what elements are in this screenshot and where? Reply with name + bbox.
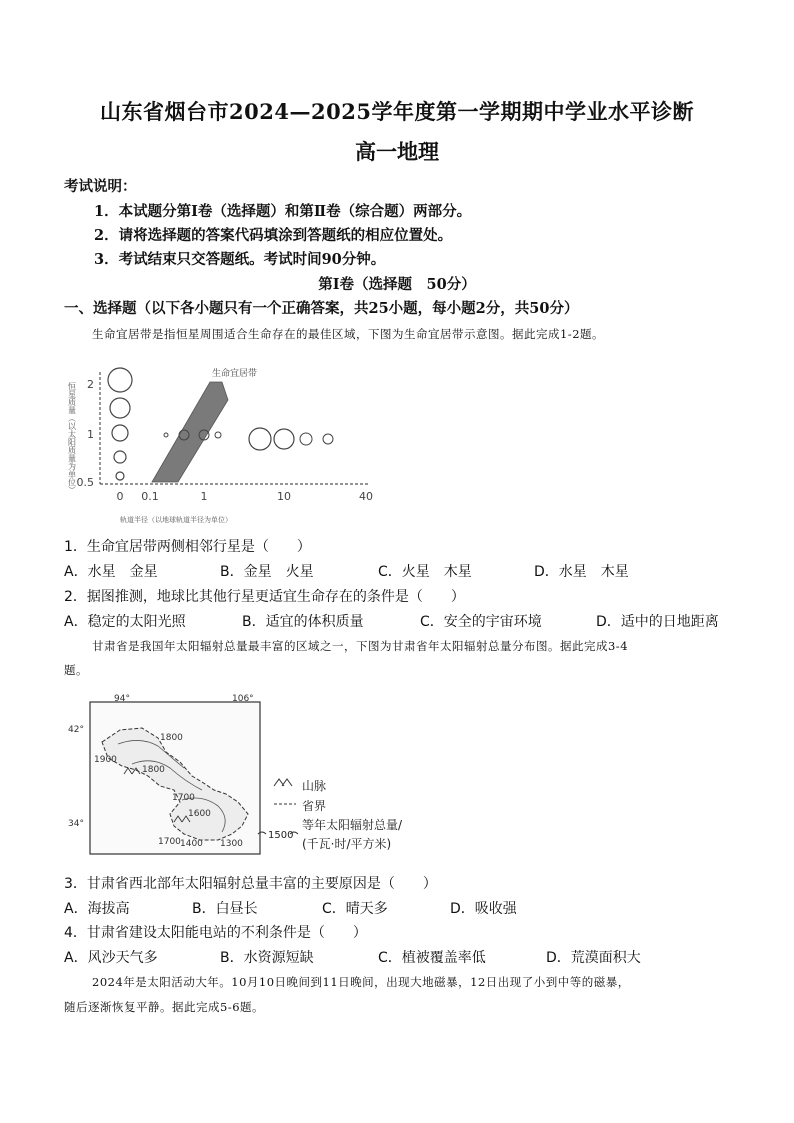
instructions-heading: 考试说明： (64, 178, 137, 195)
question-1-option-d[interactable]: D．水星 木星 (534, 564, 629, 580)
planet-circle (300, 433, 312, 445)
legend-border-label: 省界 (302, 799, 327, 813)
legend-mountain-symbol (274, 779, 292, 786)
question-4-stem: 4．甘肃省建设太阳能电站的不利条件是（ ） (64, 925, 367, 941)
habitable-zone-diagram (60, 352, 380, 532)
legend-isoline-label-line2: (千瓦·时/平方米) (302, 837, 392, 851)
y-tick-label: 2 (87, 378, 94, 391)
longitude-label-right: 106° (232, 694, 254, 704)
question-2-stem: 2．据图推测，地球比其他行星更适宜生命存在的条件是（ ） (64, 589, 465, 605)
star-circle (116, 472, 124, 480)
group1-intro: 生命宜居带是指恒星周围适合生命存在的最佳区域，下图为生命宜居带示意图。据此完成1-2题。 (92, 327, 605, 341)
y-tick-label: 0.5 (76, 476, 94, 489)
latitude-label-bottom: 34° (68, 819, 84, 829)
star-circle (108, 368, 132, 392)
question-1-option-b[interactable]: B．金星 火星 (220, 564, 314, 580)
planet-circle (249, 428, 271, 450)
isoline-value: 1800 (142, 765, 165, 775)
gansu-radiation-map (62, 690, 432, 866)
habitable-zone-label: 生命宜居带 (212, 369, 258, 379)
instruction-item-2: 2．请将选择题的答案代码填涂到答题纸的相应位置处。 (94, 227, 453, 244)
isoline-value: 1700 (172, 793, 195, 803)
star-circle (110, 398, 130, 418)
legend-mountain-label: 山脉 (302, 779, 327, 793)
question-3-stem: 3．甘肃省西北部年太阳辐射总量丰富的主要原因是（ ） (64, 876, 437, 892)
isoline-value: 1400 (180, 839, 203, 849)
question-1-option-c[interactable]: C．火星 木星 (378, 564, 472, 580)
y-axis-label: 恒星质量（以太阳质量为单位） (67, 382, 77, 494)
x-tick-label: 10 (277, 490, 291, 503)
question-1-option-a[interactable]: A．水星 金星 (64, 564, 158, 580)
instruction-item-3: 3．考试结束只交答题纸。考试时间90分钟。 (94, 251, 386, 268)
group3-intro-line1: 2024年是太阳活动大年。10月10日晚间到11日晚间，出现大地磁暴，12日出现了小到中等的磁暴， (92, 975, 630, 989)
question-3-option-b[interactable]: B．白昼长 (192, 901, 258, 917)
isoline-value: 1800 (160, 733, 183, 743)
question-2-option-c[interactable]: C．安全的宇宙环境 (420, 614, 542, 630)
exam-subject: 高一地理 (355, 139, 439, 164)
star-circle (114, 451, 126, 463)
isoline-value: 1900 (94, 755, 117, 765)
question-2-option-d[interactable]: D．适中的日地距离 (596, 614, 719, 630)
planet-circle (215, 432, 221, 438)
question-2-option-a[interactable]: A．稳定的太阳光照 (64, 614, 186, 630)
exam-title: 山东省烟台市2024—2025学年度第一学期期中学业水平诊断 (100, 99, 694, 124)
question-4-option-d[interactable]: D．荒漠面积大 (546, 950, 641, 966)
group2-intro-line2: 题。 (64, 663, 88, 677)
isoline-value: 1600 (188, 809, 211, 819)
x-axis-label: 轨道半径（以地球轨道半径为单位） (120, 516, 232, 524)
x-tick-label: 0.1 (141, 490, 159, 503)
question-1-stem: 1．生命宜居带两侧相邻行星是（ ） (64, 539, 311, 555)
planet-circle (274, 429, 294, 449)
isoline-value: 1700 (158, 837, 181, 847)
question-4-option-b[interactable]: B．水资源短缺 (220, 950, 314, 966)
isoline-value: 1300 (220, 839, 243, 849)
question-3-option-c[interactable]: C．晴天多 (322, 901, 388, 917)
x-tick-label: 0 (116, 490, 124, 503)
latitude-label-top: 42° (68, 725, 84, 735)
question-4-option-c[interactable]: C．植被覆盖率低 (378, 950, 486, 966)
question-2-option-b[interactable]: B．适宜的体积质量 (242, 614, 364, 630)
question-4-option-a[interactable]: A．风沙天气多 (64, 950, 158, 966)
longitude-label-left: 94° (114, 694, 130, 704)
planet-circle (323, 434, 333, 444)
question-3-option-d[interactable]: D．吸收强 (450, 901, 517, 917)
section-heading: 一、选择题（以下各小题只有一个正确答案，共25小题，每小题2分，共50分） (64, 300, 579, 317)
legend-isoline-label-line1: 等年太阳辐射总量/ (302, 818, 403, 832)
planet-circle (164, 433, 168, 437)
group3-intro-line2: 随后逐渐恢复平静。据此完成5-6题。 (64, 1000, 265, 1014)
y-tick-label: 1 (87, 428, 94, 441)
question-3-option-a[interactable]: A．海拔高 (64, 901, 130, 917)
star-circle (112, 425, 128, 441)
part1-heading: 第Ⅰ卷（选择题 50分） (318, 276, 476, 293)
instruction-item-1: 1．本试题分第Ⅰ卷（选择题）和第Ⅱ卷（综合题）两部分。 (94, 203, 472, 220)
x-tick-label: 1 (200, 490, 208, 503)
group2-intro-line1: 甘肃省是我国年太阳辐射总量最丰富的区域之一，下图为甘肃省年太阳辐射总量分布图。据此完成3-4 (92, 639, 629, 653)
x-tick-label: 40 (359, 490, 373, 503)
legend-isoline-value: 1500 (268, 830, 294, 841)
